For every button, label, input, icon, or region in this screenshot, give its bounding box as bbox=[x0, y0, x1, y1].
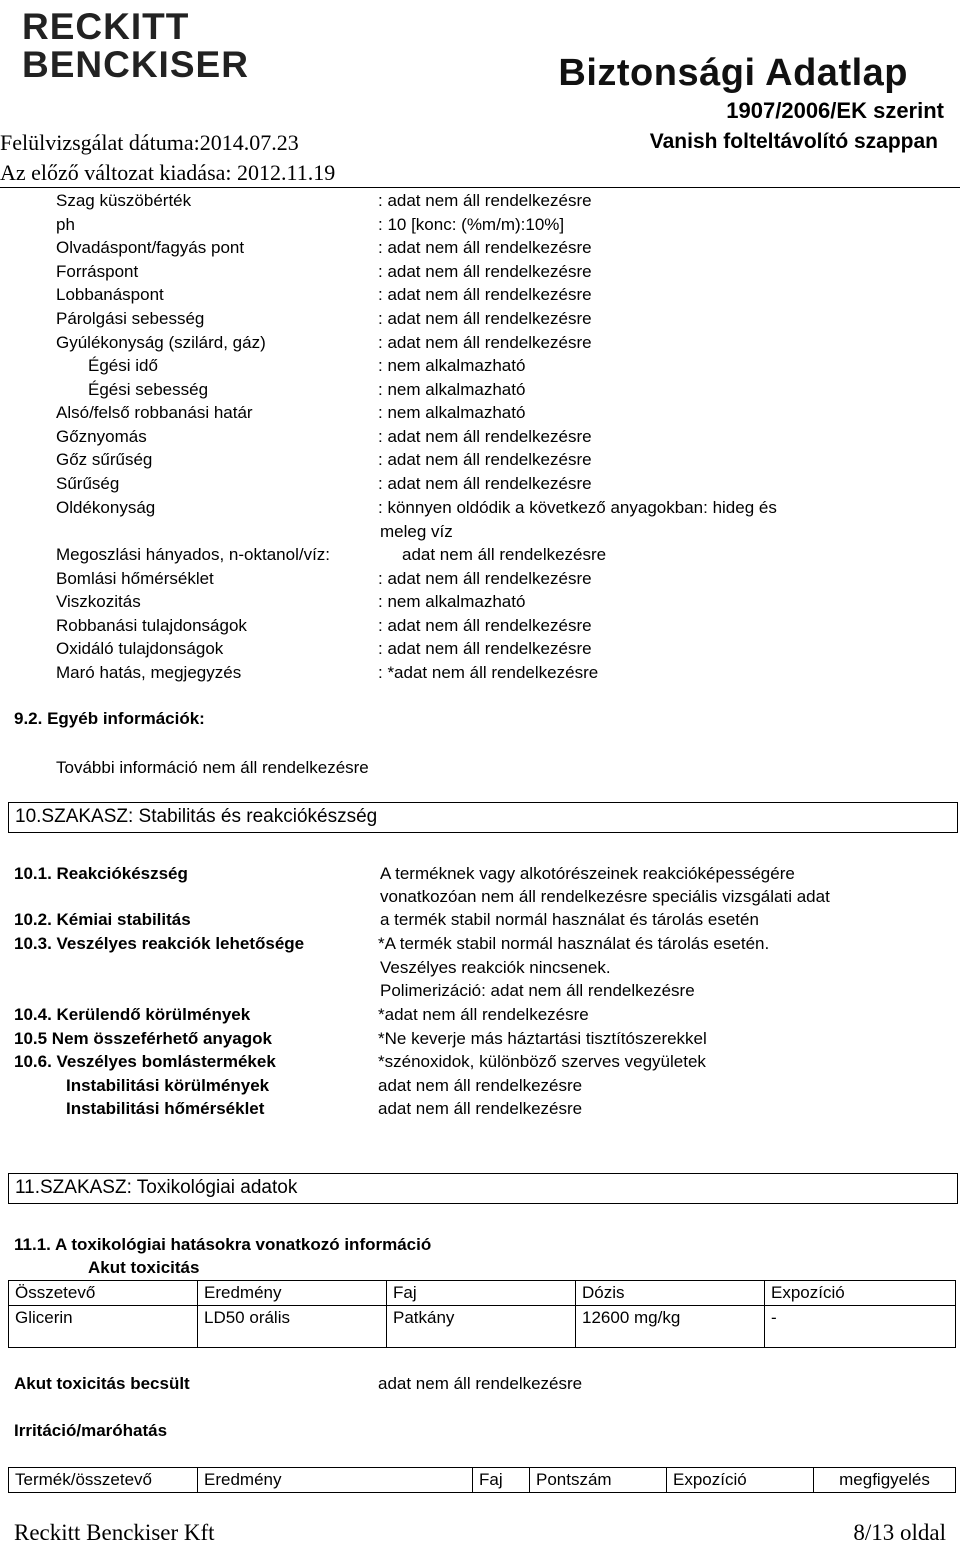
property-label: Gyúlékonyság (szilárd, gáz) bbox=[56, 333, 266, 352]
acute-estimate-label: Akut toxicitás becsült bbox=[14, 1374, 190, 1393]
acute-estimate-value: adat nem áll rendelkezésre bbox=[378, 1374, 583, 1393]
property-label: Alsó/felső robbanási határ bbox=[56, 403, 253, 422]
document-title: Biztonsági Adatlap bbox=[558, 52, 908, 94]
property-label: Olvadáspont/fagyás pont bbox=[56, 238, 245, 257]
table-header-cell: Összetevő bbox=[9, 1281, 198, 1306]
property-label: Gőznyomás bbox=[56, 427, 147, 446]
property-value: : 10 [konc: (%m/m):10%] bbox=[378, 215, 565, 234]
s10-row-label: 10.5 Nem összeférhető anyagok bbox=[14, 1029, 272, 1048]
section-11-title: 11.SZAKASZ: Toxikológiai adatok bbox=[15, 1177, 298, 1198]
table-cell: Glicerin bbox=[9, 1306, 198, 1348]
property-label: Oxidáló tulajdonságok bbox=[56, 639, 224, 658]
property-value: : könnyen oldódik a következő anyagokban: hideg és bbox=[378, 498, 777, 517]
property-value: : adat nem áll rendelkezésre bbox=[378, 616, 592, 635]
table-header-cell: Eredmény bbox=[198, 1468, 473, 1493]
property-label: Megoszlási hányados, n-oktanol/víz: bbox=[56, 545, 331, 564]
s10-row-value: Polimerizáció: adat nem áll rendelkezésre bbox=[380, 981, 695, 1000]
property-label: Robbanási tulajdonságok bbox=[56, 616, 247, 635]
table-header-cell: Dózis bbox=[576, 1281, 765, 1306]
table-header-cell: Pontszám bbox=[530, 1468, 667, 1493]
property-value: : adat nem áll rendelkezésre bbox=[378, 450, 592, 469]
s10-row-value: adat nem áll rendelkezésre bbox=[378, 1076, 583, 1095]
property-value: : adat nem áll rendelkezésre bbox=[378, 285, 592, 304]
s10-row-label: 10.1. Reakciókészség bbox=[14, 864, 188, 883]
s10-row-value: a termék stabil normál használat és tárolás esetén bbox=[380, 910, 759, 929]
section-10-title: 10.SZAKASZ: Stabilitás és reakciókészség bbox=[15, 806, 378, 827]
property-label: Sűrűség bbox=[56, 474, 120, 493]
footer-company: Reckitt Benckiser Kft bbox=[14, 1520, 215, 1545]
section-10-title-box bbox=[8, 802, 958, 833]
revision-date: Felülvizsgálat dátuma:2014.07.23 bbox=[0, 130, 299, 155]
property-value: : adat nem áll rendelkezésre bbox=[378, 569, 592, 588]
property-label: Bomlási hőmérséklet bbox=[56, 569, 214, 588]
table-header-row bbox=[9, 1281, 956, 1306]
logo-line-2: BENCKISER bbox=[22, 44, 249, 85]
s10-row-value: *Ne keverje más háztartási tisztítószerekkel bbox=[378, 1029, 707, 1048]
property-value: : adat nem áll rendelkezésre bbox=[378, 262, 592, 281]
table-header-cell: Faj bbox=[473, 1468, 530, 1493]
property-label: Oldékonyság bbox=[56, 498, 156, 517]
property-value: : adat nem áll rendelkezésre bbox=[378, 427, 592, 446]
acute-toxicity-heading: Akut toxicitás bbox=[88, 1258, 200, 1277]
property-value: : adat nem áll rendelkezésre bbox=[378, 333, 592, 352]
s10-row-value: A terméknek vagy alkotórészeinek reakcióképességére bbox=[380, 864, 795, 883]
property-label: Párolgási sebesség bbox=[56, 309, 205, 328]
s10-row-label: Instabilitási hőmérséklet bbox=[66, 1099, 265, 1118]
s10-row-label: Instabilitási körülmények bbox=[66, 1076, 270, 1095]
s10-row-label: 10.6. Veszélyes bomlástermékek bbox=[14, 1052, 276, 1071]
table-cell: Patkány bbox=[387, 1306, 576, 1348]
s10-row-label: 10.2. Kémiai stabilitás bbox=[14, 910, 191, 929]
irritation-heading: Irritáció/maróhatás bbox=[14, 1421, 168, 1440]
table-cell: - bbox=[765, 1306, 956, 1348]
property-label: Viszkozitás bbox=[56, 592, 141, 611]
property-value: : adat nem áll rendelkezésre bbox=[378, 309, 592, 328]
property-value: : *adat nem áll rendelkezésre bbox=[378, 663, 599, 682]
property-label: Gőz sűrűség bbox=[56, 450, 153, 469]
property-value: : adat nem áll rendelkezésre bbox=[378, 238, 592, 257]
s10-row-value: vonatkozóan nem áll rendelkezésre speciális vizsgálati adat bbox=[380, 887, 830, 906]
table-header-cell: Faj bbox=[387, 1281, 576, 1306]
property-label: Égési idő bbox=[88, 356, 158, 375]
table-header-cell: Expozíció bbox=[667, 1468, 814, 1493]
logo-line-1: RECKITT bbox=[22, 6, 190, 47]
s10-row-label: 10.4. Kerülendő körülmények bbox=[14, 1005, 251, 1024]
footer-page-number: 8/13 oldal bbox=[853, 1520, 946, 1545]
s10-row-value: *adat nem áll rendelkezésre bbox=[378, 1005, 589, 1024]
header-divider bbox=[0, 187, 960, 188]
acute-toxicity-table bbox=[8, 1280, 956, 1348]
table-row bbox=[9, 1306, 956, 1348]
property-label: Lobbanáspont bbox=[56, 285, 164, 304]
property-value: : adat nem áll rendelkezésre bbox=[378, 474, 592, 493]
table-header-cell: megfigyelés bbox=[814, 1468, 956, 1493]
s10-row-value: Veszélyes reakciók nincsenek. bbox=[380, 958, 611, 977]
property-value: : nem alkalmazható bbox=[378, 380, 526, 399]
table-header-row bbox=[9, 1468, 956, 1493]
section-11-1-heading: 11.1. A toxikológiai hatásokra vonatkozó információ bbox=[14, 1235, 432, 1254]
s10-row-label: 10.3. Veszélyes reakciók lehetősége bbox=[14, 934, 305, 953]
irritation-table bbox=[8, 1467, 956, 1493]
section-9-2-text: További információ nem áll rendelkezésre bbox=[56, 758, 369, 777]
table-cell: 12600 mg/kg bbox=[576, 1306, 765, 1348]
section-9-2-heading: 9.2. Egyéb információk: bbox=[14, 709, 205, 728]
property-value: : adat nem áll rendelkezésre bbox=[378, 639, 592, 658]
property-label: Maró hatás, megjegyzés bbox=[56, 663, 242, 682]
table-header-cell: Termék/összetevő bbox=[9, 1468, 198, 1493]
property-label: Szag küszöbérték bbox=[56, 191, 192, 210]
s10-row-value: *A termék stabil normál használat és tárolás esetén. bbox=[378, 934, 770, 953]
property-label: ph bbox=[56, 215, 75, 234]
s10-row-value: adat nem áll rendelkezésre bbox=[378, 1099, 583, 1118]
property-label: Égési sebesség bbox=[88, 380, 209, 399]
company-logo bbox=[22, 6, 249, 86]
property-value: : nem alkalmazható bbox=[378, 592, 526, 611]
product-name: Vanish folteltávolító szappan bbox=[649, 130, 938, 153]
regulation-reference: 1907/2006/EK szerint bbox=[726, 98, 944, 123]
property-value: : nem alkalmazható bbox=[378, 403, 526, 422]
previous-version-date: Az előző változat kiadása: 2012.11.19 bbox=[0, 160, 336, 185]
property-value-continued: meleg víz bbox=[380, 522, 453, 541]
property-label: Forráspont bbox=[56, 262, 139, 281]
table-header-cell: Expozíció bbox=[765, 1281, 956, 1306]
table-cell: LD50 orális bbox=[198, 1306, 387, 1348]
section-11-title-box bbox=[8, 1173, 958, 1204]
s10-row-value: *szénoxidok, különböző szerves vegyületek bbox=[378, 1052, 706, 1071]
property-value: : nem alkalmazható bbox=[378, 356, 526, 375]
property-value: : adat nem áll rendelkezésre bbox=[378, 191, 592, 210]
property-value: adat nem áll rendelkezésre bbox=[402, 545, 607, 564]
table-header-cell: Eredmény bbox=[198, 1281, 387, 1306]
